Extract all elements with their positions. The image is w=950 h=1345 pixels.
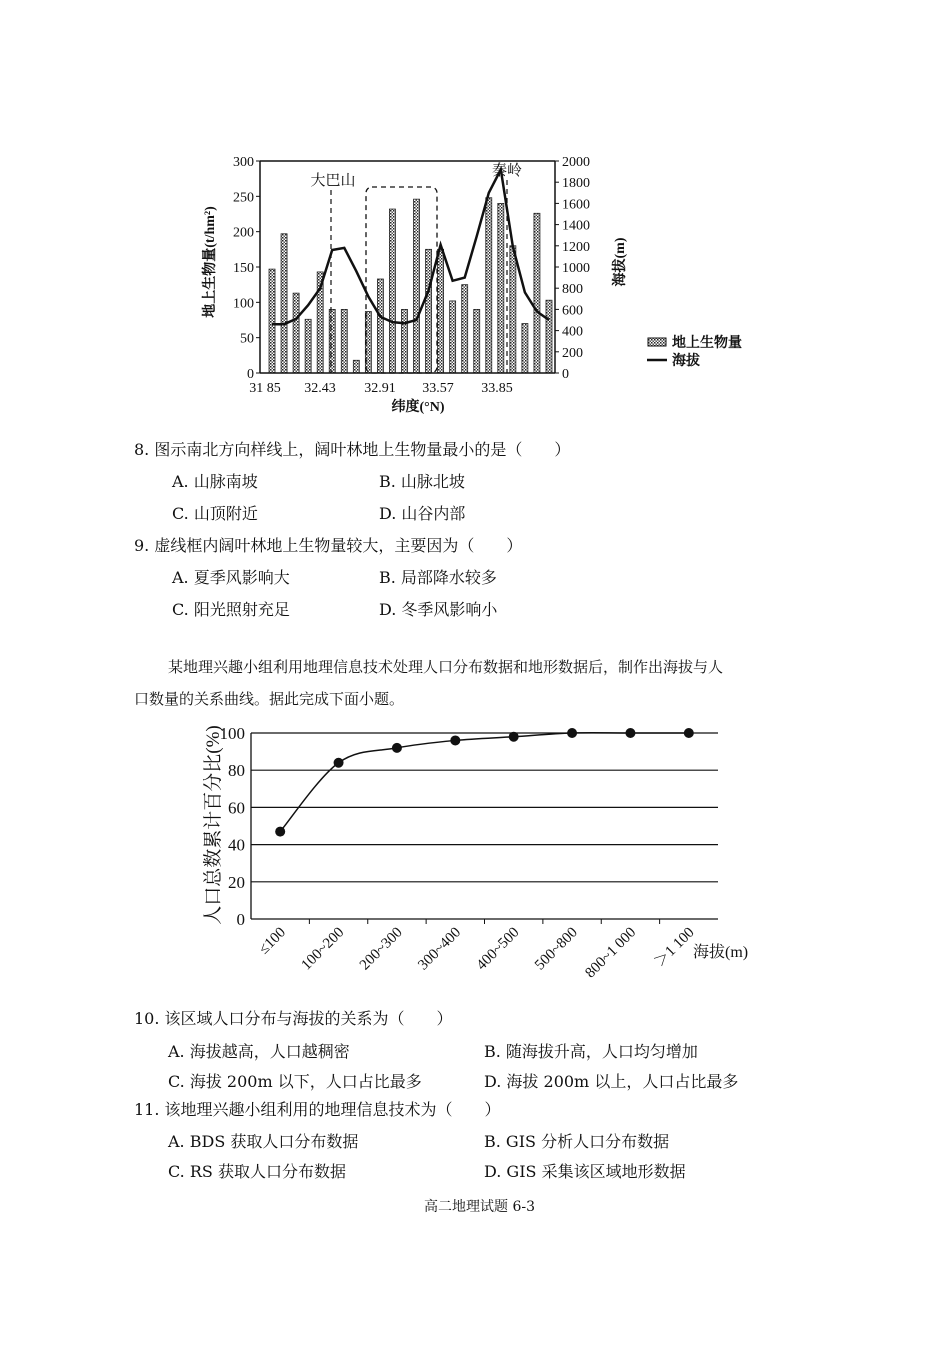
data-point (684, 728, 694, 738)
biomass-bar (414, 199, 420, 373)
left-tick-label: 100 (233, 296, 254, 312)
right-tick-label: 2000 (562, 155, 590, 170)
biomass-bar (377, 279, 383, 373)
biomass-bar (474, 309, 480, 373)
biomass-bar (269, 269, 275, 373)
intro-line-2: 口数量的关系曲线。据此完成下面小题。 (134, 690, 405, 708)
biomass-elevation-chart (0, 0, 950, 430)
right-tick-label: 1400 (562, 218, 590, 234)
x-tick-label: 31 85 (249, 381, 281, 396)
left-tick-label: 300 (233, 155, 254, 170)
biomass-bar (305, 319, 311, 373)
q8-option-a[interactable]: A. 山脉南坡 (172, 472, 258, 491)
right-tick-label: 400 (562, 324, 583, 340)
data-point (509, 732, 519, 742)
x-tick-label: 300~400 (415, 924, 465, 974)
x-tick-label: 33.85 (481, 381, 513, 396)
right-tick-label: 800 (562, 282, 583, 298)
population-curve (280, 733, 689, 832)
left-tick-label: 150 (233, 261, 254, 276)
biomass-bar (293, 293, 299, 373)
q8-option-c[interactable]: C. 山顶附近 (172, 504, 258, 523)
q11-option-d[interactable]: D. GIS 采集该区域地形数据 (484, 1162, 686, 1181)
x-tick-label: 100~200 (298, 924, 348, 974)
q10-stem: 10. 该区域人口分布与海拔的关系为（ ） (134, 1009, 453, 1028)
biomass-bar (281, 234, 287, 373)
c2-y-axis-label: 人口总数累计百分比(%) (203, 725, 224, 925)
biomass-bar (426, 249, 432, 373)
data-point (275, 827, 285, 837)
population-altitude-chart (0, 715, 950, 1005)
legend-bar-label: 地上生物量 (672, 336, 742, 351)
q9-stem: 9. 虚线框内阔叶林地上生物量较大，主要因为（ ） (134, 536, 523, 555)
q11-stem: 11. 该地理兴趣小组利用的地理信息技术为（ ） (134, 1100, 501, 1119)
biomass-bar (498, 203, 504, 373)
biomass-bar (510, 246, 516, 373)
q10-option-d[interactable]: D. 海拔 200m 以上，人口占比最多 (484, 1072, 739, 1091)
c2-x-axis-label: 海拔(m) (693, 944, 749, 961)
right-tick-label: 0 (562, 367, 569, 382)
left-tick-label: 50 (240, 331, 254, 347)
right-tick-label: 1800 (562, 176, 590, 192)
data-point (625, 728, 635, 738)
legend-bar-swatch (648, 338, 666, 346)
q9-option-a[interactable]: A. 夏季风影响大 (172, 568, 290, 587)
data-point (392, 743, 402, 753)
data-point (450, 735, 460, 745)
qinling-label: 秦岭 (491, 163, 523, 179)
biomass-bar (522, 324, 528, 373)
q10-option-b[interactable]: B. 随海拔升高，人口均匀增加 (484, 1042, 698, 1061)
left-axis-label: 地上生物量(t/hm²) (203, 206, 218, 318)
y-tick-label: 100 (219, 724, 245, 743)
y-tick-label: 20 (228, 872, 245, 892)
right-tick-label: 1000 (562, 261, 590, 276)
x-tick-label: 32.43 (304, 381, 336, 396)
x-tick-label: 800~1 000 (582, 924, 640, 982)
x-axis-label: 纬度(°N) (391, 400, 445, 415)
q8-option-d[interactable]: D. 山谷内部 (379, 504, 466, 523)
x-tick-label: 33.57 (422, 381, 454, 396)
q8-option-b[interactable]: B. 山脉北坡 (379, 472, 465, 491)
left-tick-label: 0 (247, 367, 254, 382)
data-point (334, 758, 344, 768)
y-tick-label: 40 (228, 835, 245, 855)
q11-option-a[interactable]: A. BDS 获取人口分布数据 (168, 1132, 359, 1151)
y-tick-label: 60 (228, 798, 245, 818)
x-tick-label: 500~800 (532, 924, 581, 974)
q8-stem: 8. 图示南北方向样线上，阔叶林地上生物量最小的是（ ） (134, 440, 571, 459)
q11-option-c[interactable]: C. RS 获取人口分布数据 (168, 1162, 346, 1181)
right-axis-label: 海拔(m) (613, 237, 628, 287)
q9-option-b[interactable]: B. 局部降水较多 (379, 568, 497, 587)
data-point (567, 728, 577, 738)
biomass-bar (534, 213, 540, 373)
x-tick-label: 32.91 (364, 381, 396, 396)
right-tick-label: 600 (562, 303, 583, 319)
biomass-bar (341, 309, 347, 373)
q9-option-d[interactable]: D. 冬季风影响小 (379, 600, 498, 619)
right-tick-label: 1600 (562, 197, 590, 213)
biomass-bar (450, 301, 456, 373)
intro-line-1: 某地理兴趣小组利用地理信息技术处理人口分布数据和地形数据后，制作出海拔与人 (168, 658, 724, 676)
x-tick-label: 400~500 (473, 924, 523, 974)
biomass-bar (462, 285, 468, 373)
y-tick-label: 80 (228, 761, 245, 781)
q9-option-c[interactable]: C. 阳光照射充足 (172, 600, 290, 619)
q10-option-c[interactable]: C. 海拔 200m 以下，人口占比最多 (168, 1072, 422, 1091)
biomass-bar (546, 300, 552, 373)
biomass-bar (438, 249, 444, 373)
right-tick-label: 200 (562, 345, 583, 361)
dabashan-label: 大巴山 (310, 173, 356, 189)
left-tick-label: 200 (233, 225, 254, 241)
x-tick-label: ≤100 (255, 924, 290, 958)
biomass-bar (329, 309, 335, 373)
right-tick-label: 1200 (562, 239, 590, 255)
biomass-bar (486, 198, 492, 373)
legend-line-label: 海拔 (672, 354, 700, 369)
left-tick-label: 250 (233, 190, 254, 206)
page-footer: 高二地理试题 6-3 (424, 1199, 535, 1215)
q11-option-b[interactable]: B. GIS 分析人口分布数据 (484, 1132, 670, 1151)
biomass-bar (353, 360, 359, 373)
q10-option-a[interactable]: A. 海拔越高，人口越稠密 (168, 1042, 350, 1061)
biomass-bar (401, 309, 407, 373)
y-tick-label: 0 (236, 910, 245, 929)
x-tick-label: 200~300 (356, 924, 406, 974)
biomass-bar (389, 209, 395, 373)
x-tick-label: ＞1 100 (651, 924, 698, 971)
